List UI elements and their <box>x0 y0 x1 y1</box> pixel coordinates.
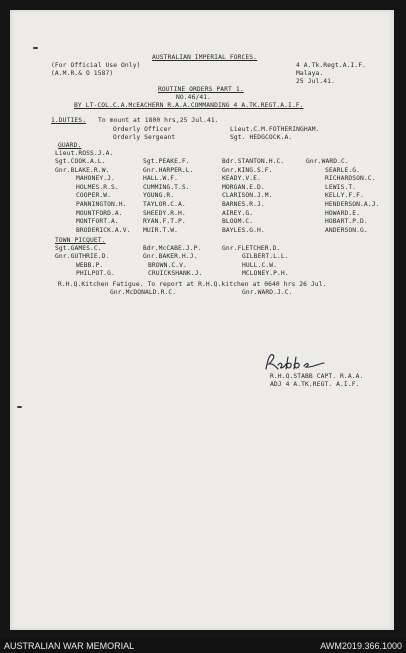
guard-entry: HOWARD.E. <box>325 209 361 217</box>
guard-entry: HOBART.P.D. <box>325 218 368 226</box>
archive-name: AUSTRALIAN WAR MEMORIAL <box>4 641 135 651</box>
guard-entry: PANNINGTON.H. <box>76 201 127 208</box>
picquet-entry: HULL.C.W. <box>242 261 278 269</box>
guard-entry: MORGAN.E.D. <box>222 183 265 191</box>
guard-entry: KEADY.V.E. <box>222 175 261 183</box>
orderly-sergeant-name: Sgt. HEDGCOCK.A. <box>230 134 293 141</box>
picquet-entry: PHILPOT.G. <box>76 269 115 277</box>
guard-entry: YOUNG.R. <box>143 192 175 200</box>
guard-entry: MOUNTFORD.A. <box>76 209 123 217</box>
guard-entry: Sgt.PEAKE.F. <box>143 158 190 165</box>
guard-entry: SEARLE.G. <box>325 166 361 174</box>
guard-entry: BLOOM.C. <box>222 218 254 226</box>
guard-entry: CLARISON.J.M. <box>222 192 273 200</box>
mount-time: To mount at 1800 hrs,25 Jul.41. <box>98 117 219 124</box>
guard-entry: SHEEDY.R.H. <box>143 209 186 217</box>
unit-name: 4 A.Tk.Regt.A.I.F. <box>296 62 367 69</box>
guard-entry: BARNES.R.J. <box>222 201 265 208</box>
guard-entry: HENDERSON.A.J. <box>325 201 380 208</box>
punch-mark-top <box>33 47 38 49</box>
guard-entry: MAHONEY.J. <box>76 175 115 183</box>
duties-label: 1.DUTIES. <box>51 117 87 124</box>
orders-title: ROUTINE ORDERS PART 1. <box>158 86 244 93</box>
guard-entry: Gnr.WARD.C. <box>306 158 349 165</box>
guard-entry: AIREY.G. <box>222 209 254 217</box>
guard-entry: RICHARDSON.C. <box>325 175 376 183</box>
guard-entry: Gnr.HARPER.L. <box>143 166 194 174</box>
official-use-note: (For Official Use Only) <box>51 62 141 69</box>
guard-entry: HALL.W.F. <box>143 175 179 183</box>
orders-number: NO.46/41. <box>176 94 212 101</box>
guard-entry: COOPER.W. <box>76 192 112 200</box>
document-date: 25 Jul.41. <box>296 78 335 85</box>
picquet-entry: Gnr.GUTHRIE.D. <box>55 253 110 261</box>
guard-entry: MUIR.T.W. <box>143 226 179 234</box>
guard-entry: MONTFORT.A. <box>76 218 119 226</box>
guard-entry: BRODERICK.A.V. <box>76 226 131 234</box>
picquet-entry: Sgt.GAMES.C. <box>55 245 102 252</box>
guard-entry: Sgt.COOK.A.L. <box>55 158 106 165</box>
picquet-entry: Gnr.BAKER.H.J. <box>143 253 198 261</box>
archive-reference: AWM2019.366.1000 <box>320 641 402 651</box>
guard-entry: ANDERSON.G. <box>325 226 368 234</box>
location: Malaya. <box>296 70 324 77</box>
picquet-entry: MCLONEY.P.H. <box>242 269 289 277</box>
guard-label: GUARD. <box>58 142 82 149</box>
picquet-entry: Bdr.McCABE.J.P. <box>143 245 202 252</box>
kitchen-fatigue-line: R.H.Q.Kitchen Fatigue. To report at R.H.Q.kitchen at 0640 hrs 26 Jul. <box>58 281 327 288</box>
guard-entry: TAYLOR.C.A. <box>143 201 186 208</box>
guard-officer: Lieut.ROSS.J.A. <box>55 150 114 157</box>
picquet-entry: GILBERT.L.L. <box>242 253 289 261</box>
kitchen-fatigue-name-2: Gnr.WARD.J.C. <box>242 289 293 296</box>
orderly-sergeant-label: Orderly Sergeant <box>113 134 176 141</box>
kitchen-fatigue-name-1: Gnr.McDONALD.R.C. <box>110 289 177 296</box>
adjutant-name: R.H.Q.STABB CAPT. R.A.A. <box>270 373 364 380</box>
adjutant-title: ADJ 4 A.TK.REGT. A.I.F. <box>270 381 360 388</box>
guard-entry: LEWIS.T. <box>325 183 357 191</box>
picquet-entry: CRUICKSHANK.J. <box>148 269 203 277</box>
orderly-officer-name: Lieut.C.M.FOTHERINGHAM. <box>230 126 320 133</box>
picquet-entry: BROWN.C.V. <box>148 261 187 269</box>
commanding-officer-line: BY LT-COL.C.A.McEACHERN R.A.A.COMMANDING 4 A.TK.REGT.A.I.F. <box>74 102 304 109</box>
punch-mark-bottom <box>17 406 22 408</box>
guard-entry: Gnr.KING.S.F. <box>222 166 273 174</box>
picquet-entry: WEBB.P. <box>76 261 104 269</box>
orderly-officer-label: Orderly Officer <box>113 126 172 133</box>
guard-entry: KELLY.F.F. <box>325 192 364 200</box>
guard-entry: Gnr.BLAKE.R.W. <box>55 166 110 174</box>
guard-entry: CUMMING.T.S. <box>143 183 190 191</box>
amr-reference: (A.M.R.& O 1587) <box>51 70 114 77</box>
picquet-entry: Gnr.FLETCHER.D. <box>222 245 281 252</box>
guard-entry: HOLMES.R.S. <box>76 183 119 191</box>
force-heading: AUSTRALIAN IMPERIAL FORCES. <box>152 54 258 61</box>
guard-entry: Bdr.STANTON.H.C. <box>222 158 285 165</box>
town-picquet-label: TOWN PICQUET. <box>55 237 106 244</box>
guard-entry: BAYLES.G.H. <box>222 226 265 234</box>
guard-entry: RYAN.F.T.P. <box>143 218 186 226</box>
handwritten-signature <box>264 351 334 373</box>
archive-footer <box>0 638 406 653</box>
